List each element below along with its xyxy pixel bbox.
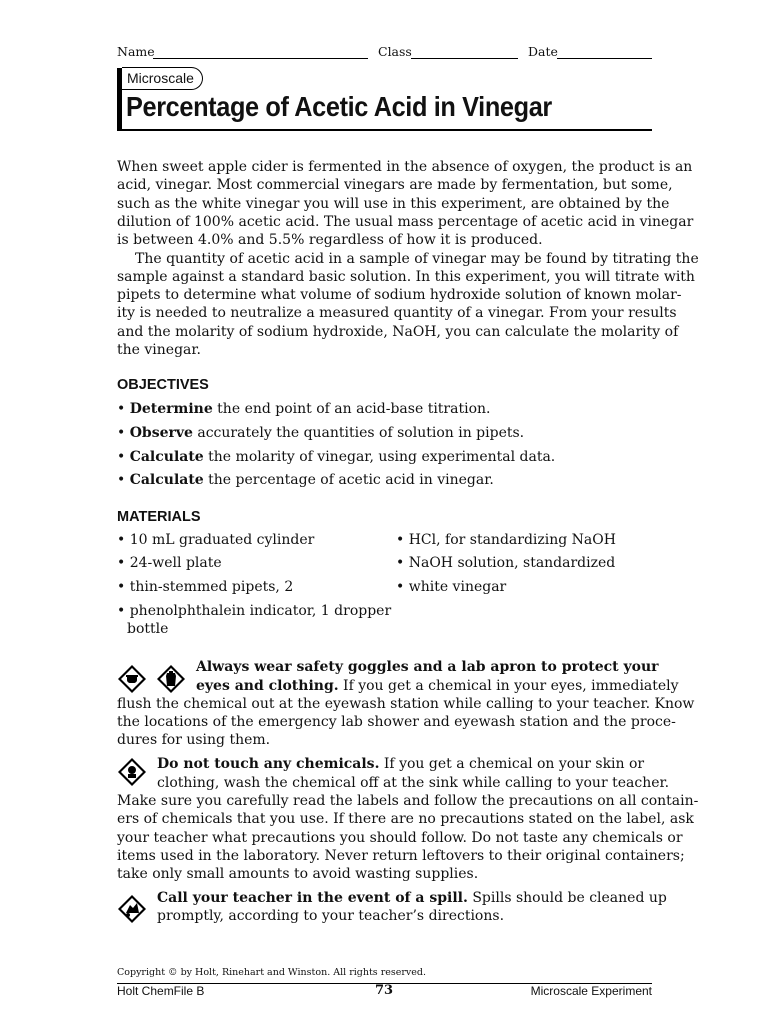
class-field[interactable] — [411, 58, 518, 59]
text-line: your teacher what precautions you should follow. Do not taste any chemicals or — [117, 829, 683, 846]
text-line: is between 4.0% and 5.5% regardless of how it is produced. — [117, 232, 543, 249]
safety-text: If you get a chemical in your eyes, immediately — [338, 677, 679, 694]
class-label: Class — [378, 44, 412, 59]
spill-icon — [117, 894, 147, 924]
name-label: Name — [117, 44, 155, 59]
safety-goggles-body — [117, 695, 695, 750]
material-text: 24-well plate — [129, 555, 222, 571]
text-line: acid, vinegar. Most commercial vinegars are made by fermentation, but some, — [117, 177, 673, 194]
material-item: • 24-well plate — [117, 555, 222, 571]
text-line: The quantity of acetic acid in a sample of vinegar may be found by titrating the — [135, 250, 699, 267]
objective-text: the percentage of acetic acid in vinegar. — [203, 472, 494, 488]
material-item: • NaOH solution, standardized — [396, 555, 616, 571]
text-line: take only small amounts to avoid wasting supplies. — [117, 866, 479, 883]
objective-verb: Calculate — [129, 472, 204, 488]
material-item: • HCl, for standardizing NaOH — [396, 532, 616, 548]
material-item: • phenolphthalein indicator, 1 dropper — [117, 603, 392, 619]
objective-item: • Calculate the molarity of vinegar, using experimental data. — [117, 449, 556, 465]
safety-chem-line-2: clothing, wash the chemical off at the sink while calling to your teacher. — [157, 774, 670, 791]
copyright-notice: Copyright © by Holt, Rinehart and Winston. All rights reserved. — [117, 967, 426, 978]
safety-chem-line-1 — [157, 755, 644, 773]
text-line: dures for using them. — [117, 732, 271, 749]
material-text: phenolphthalein indicator, 1 dropper — [129, 603, 392, 619]
lab-apron-icon — [156, 664, 186, 694]
material-text: white vinegar — [408, 579, 507, 595]
safety-text: Spills should be cleaned up — [467, 889, 667, 906]
material-text: HCl, for standardizing NaOH — [408, 532, 616, 548]
date-field[interactable] — [557, 58, 652, 59]
objective-item: • Observe accurately the quantities of solution in pipets. — [117, 425, 525, 441]
objective-text: the molarity of vinegar, using experimental data. — [203, 449, 556, 465]
material-text: thin-stemmed pipets, 2 — [129, 579, 294, 595]
name-field[interactable] — [153, 58, 368, 59]
safety-goggles-line-1 — [196, 658, 659, 676]
safety-spill-line-2: promptly, according to your teacher’s directions. — [157, 908, 505, 924]
objective-verb: Determine — [129, 401, 213, 417]
safety-bold-text: Call your teacher in the event of a spill. — [157, 889, 468, 906]
student-info-header — [117, 42, 652, 62]
safety-goggles-icon — [117, 664, 147, 694]
text-line: sample against a standard basic solution. In this experiment, you will titrate with — [117, 268, 695, 285]
safety-bold-text: Do not touch any chemicals. — [157, 756, 380, 772]
material-item: • 10 mL graduated cylinder — [117, 532, 315, 548]
microscale-tag: Microscale — [122, 67, 203, 90]
text-line: ity is needed to neutralize a measured quantity of a vinegar. From your results — [117, 305, 677, 322]
page-title: Percentage of Acetic Acid in Vinegar — [126, 91, 552, 122]
page-number: 73 — [375, 983, 394, 998]
material-item-continued: bottle — [127, 621, 169, 637]
material-item: • thin-stemmed pipets, 2 — [117, 579, 294, 595]
objective-verb: Observe — [129, 425, 193, 441]
text-line: pipets to determine what volume of sodium hydroxide solution of known molar- — [117, 287, 682, 304]
date-label: Date — [528, 44, 558, 59]
safety-spill-line-1 — [157, 889, 667, 907]
intro-paragraph-2 — [117, 250, 699, 360]
safety-bold-text: Always wear safety goggles and a lab apron to protect your — [196, 659, 659, 675]
material-item: • white vinegar — [396, 579, 507, 595]
text-line: ers of chemicals that you use. If there are no precautions stated on the label, ask — [117, 811, 694, 828]
material-text: 10 mL graduated cylinder — [129, 532, 315, 548]
objectives-heading: OBJECTIVES — [117, 377, 209, 393]
materials-heading: MATERIALS — [117, 509, 201, 525]
text-line: Make sure you carefully read the labels and follow the precautions on all contain- — [117, 793, 699, 809]
objective-verb: Calculate — [129, 449, 204, 465]
hand-safety-icon — [117, 757, 147, 787]
text-line: such as the white vinegar you will use in this experiment, are obtained by the — [117, 195, 670, 212]
text-line: dilution of 100% acetic acid. The usual mass percentage of acetic acid in vinegar — [117, 213, 694, 230]
safety-bold-text: eyes and clothing. — [196, 677, 339, 694]
text-line: and the molarity of sodium hydroxide, NaOH, you can calculate the molarity of — [117, 323, 679, 340]
footer-book-title: Holt ChemFile B — [117, 984, 205, 998]
text-line: When sweet apple cider is fermented in the absence of oxygen, the product is an — [117, 159, 693, 175]
text-line: the vinegar. — [117, 341, 201, 358]
material-text: NaOH solution, standardized — [408, 555, 616, 571]
title-rule — [117, 129, 652, 131]
text-line: the locations of the emergency lab shower and eyewash station and the proce- — [117, 713, 676, 730]
text-line: items used in the laboratory. Never return leftovers to their original containers; — [117, 847, 685, 864]
objective-item: • Determine the end point of an acid-base titration. — [117, 401, 491, 417]
footer-section-title: Microscale Experiment — [530, 984, 652, 998]
objective-text: accurately the quantities of solution in pipets. — [192, 425, 525, 441]
intro-paragraph-1 — [117, 158, 694, 249]
safety-chem-body — [117, 792, 699, 883]
safety-text: If you get a chemical on your skin or — [379, 756, 645, 772]
text-line: flush the chemical out at the eyewash station while calling to your teacher. Know — [117, 695, 695, 712]
objective-text: the end point of an acid-base titration. — [212, 401, 491, 417]
safety-goggles-line-2 — [196, 677, 679, 695]
objective-item: • Calculate the percentage of acetic acid in vinegar. — [117, 472, 494, 488]
